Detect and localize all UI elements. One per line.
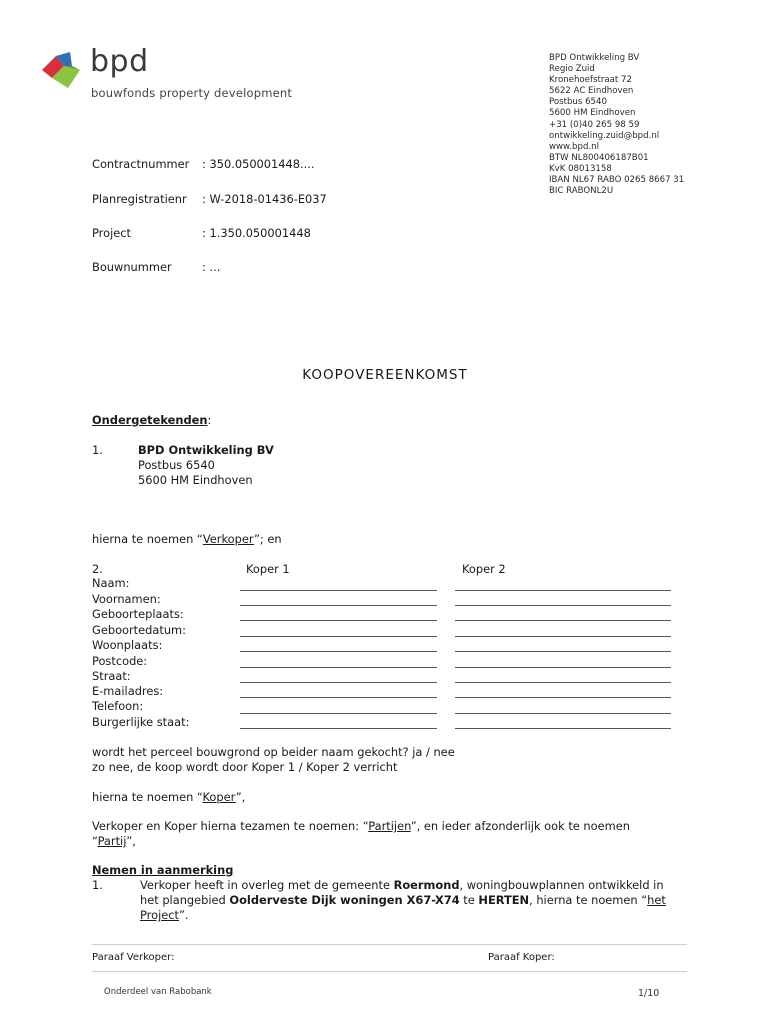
bpd-logo-mark — [40, 48, 84, 90]
project-term-part1: het — [647, 893, 666, 907]
meta-value: : W-2018-01436-E037 — [202, 192, 327, 206]
koper1-straat-blank[interactable] — [240, 682, 437, 683]
company-info-line: BIC RABONL2U — [549, 186, 614, 197]
koper1-telefoon-blank[interactable] — [240, 713, 437, 714]
koper-definition — [92, 790, 245, 805]
koper2-straat-blank[interactable] — [455, 682, 671, 683]
koper1-woonplaats-blank[interactable] — [240, 651, 437, 652]
meta-bouwnummer — [92, 260, 220, 274]
verkoper-post: ”; en — [254, 532, 282, 546]
meta-label: Contractnummer — [92, 157, 190, 171]
koper2-naam-blank[interactable] — [455, 590, 671, 591]
koper1-voornamen-blank[interactable] — [240, 605, 437, 606]
aanmerking-line1 — [140, 878, 664, 893]
partij-term: Partij — [97, 834, 127, 848]
company-info-line: Kronehoefstraat 72 — [549, 75, 632, 86]
meta-project — [92, 226, 311, 240]
koper2-burgerlijke-staat-blank[interactable] — [455, 728, 671, 729]
field-label-burgerlijke-staat: Burgerlijke staat: — [92, 715, 190, 729]
company-info-line: IBAN NL67 RABO 0265 8667 31 — [549, 175, 685, 186]
company-info-line: BTW NL800406187B01 — [549, 152, 649, 163]
paraaf-verkoper: Paraaf Verkoper: — [92, 952, 175, 963]
field-label-naam: Naam: — [92, 576, 130, 590]
plaats-name: HERTEN — [478, 893, 530, 907]
field-label-woonplaats: Woonplaats: — [92, 638, 163, 652]
party1-address-line2: 5600 HM Eindhoven — [138, 473, 253, 487]
company-info-line: KvK 08013158 — [549, 163, 612, 174]
koper2-voornamen-blank[interactable] — [455, 605, 671, 606]
verkoper-definition — [92, 532, 282, 547]
perceel-note: zo nee, de koop wordt door Koper 1 / Koper 2 verricht — [92, 760, 398, 774]
aanmerking-line3 — [140, 908, 189, 923]
field-label-geboortedatum: Geboortedatum: — [92, 623, 186, 637]
aanmerking-text: Verkoper heeft in overleg met de gemeente — [140, 878, 394, 892]
logo-wordmark: bpd — [90, 44, 149, 79]
aanmerking-text: , hierna te noemen “ — [529, 893, 648, 907]
aanmerking-line2 — [140, 893, 666, 908]
partijen-definition — [92, 819, 630, 834]
ondergetekenden-heading — [92, 413, 211, 428]
company-info — [549, 53, 684, 197]
koper2-woonplaats-blank[interactable] — [455, 651, 671, 652]
ondergetekenden-label: Ondergetekenden — [92, 413, 208, 427]
aanmerking-heading: Nemen in aanmerking — [92, 863, 234, 877]
company-info-line: www.bpd.nl — [549, 141, 599, 152]
meta-contractnummer — [92, 157, 315, 171]
koper2-column-header: Koper 2 — [462, 562, 506, 576]
footer-divider-top — [92, 944, 687, 945]
party1-number: 1. — [92, 443, 103, 457]
company-info-line: 5600 HM Eindhoven — [549, 108, 636, 119]
koper2-telefoon-blank[interactable] — [455, 713, 671, 714]
project-term-part2: Project — [140, 908, 179, 922]
field-label-straat: Straat: — [92, 669, 131, 683]
koper-post: ”, — [235, 790, 246, 804]
partijen-pre: Verkoper en Koper hierna tezamen te noemen: “ — [92, 819, 369, 833]
party1-name: BPD Ontwikkeling BV — [138, 443, 274, 457]
koper-pre: hierna te noemen “ — [92, 790, 203, 804]
meta-label: Project — [92, 226, 131, 240]
company-info-line: 5622 AC Eindhoven — [549, 86, 634, 97]
koper2-geboorteplaats-blank[interactable] — [455, 620, 671, 621]
ondergetekenden-colon: : — [207, 413, 212, 427]
company-info-line: BPD Ontwikkeling BV — [549, 53, 640, 63]
meta-value: : 350.050001448.... — [202, 157, 315, 171]
perceel-question: wordt het perceel bouwgrond op beider naam gekocht? ja / nee — [92, 745, 455, 759]
koper1-postcode-blank[interactable] — [240, 667, 437, 668]
meta-value: : ... — [202, 260, 221, 274]
page-number: 1/10 — [638, 988, 660, 999]
koper1-column-header: Koper 1 — [246, 562, 290, 576]
aanmerking-text: het plangebied — [140, 893, 230, 907]
company-info-line: +31 (0)40 265 98 59 — [549, 119, 640, 130]
koper1-geboortedatum-blank[interactable] — [240, 636, 437, 637]
aanmerking-text: te — [459, 893, 479, 907]
field-label-geboorteplaats: Geboorteplaats: — [92, 607, 184, 621]
verkoper-term: Verkoper — [202, 532, 255, 546]
meta-value: : 1.350.050001448 — [202, 226, 311, 240]
party1-address-line1: Postbus 6540 — [138, 458, 215, 472]
meta-label: Planregistratienr — [92, 192, 187, 206]
koper1-burgerlijke-staat-blank[interactable] — [240, 728, 437, 729]
onderdeel-van-rabobank: Onderdeel van Rabobank — [104, 987, 212, 997]
company-info-line: Postbus 6540 — [549, 97, 607, 108]
koper2-postcode-blank[interactable] — [455, 667, 671, 668]
aanmerking-number: 1. — [92, 878, 103, 892]
document-title: KOOPOVEREENKOMST — [302, 367, 468, 383]
koper1-geboorteplaats-blank[interactable] — [240, 620, 437, 621]
logo-subtitle: bouwfonds property development — [91, 86, 293, 100]
field-label-voornamen: Voornamen: — [92, 592, 161, 606]
aanmerking-text: , woningbouwplannen ontwikkeld in — [459, 878, 664, 892]
partijen-mid: ”, en ieder afzonderlijk ook te noemen — [410, 819, 630, 833]
koper2-emailadres-blank[interactable] — [455, 697, 671, 698]
meta-label: Bouwnummer — [92, 260, 172, 274]
partijen-term: Partijen — [368, 819, 411, 833]
partij-post: ”, — [126, 834, 136, 848]
plangebied-name: Oolderveste Dijk woningen X67-X74 — [229, 893, 460, 907]
paraaf-koper: Paraaf Koper: — [488, 952, 555, 963]
partij-open: “ — [92, 834, 98, 848]
party2-number: 2. — [92, 562, 103, 576]
koper1-emailadres-blank[interactable] — [240, 697, 437, 698]
company-info-line: ontwikkeling.zuid@bpd.nl — [549, 130, 660, 141]
partij-definition — [92, 834, 136, 849]
koper2-geboortedatum-blank[interactable] — [455, 636, 671, 637]
verkoper-pre: hierna te noemen “ — [92, 532, 203, 546]
field-label-postcode: Postcode: — [92, 654, 148, 668]
footer-divider-bottom — [92, 971, 687, 972]
field-label-emailadres: E-mailadres: — [92, 684, 164, 698]
company-info-line: Regio Zuid — [549, 64, 595, 75]
koper1-naam-blank[interactable] — [240, 590, 437, 591]
meta-planregistratienr — [92, 192, 327, 206]
aanmerking-text: ”. — [178, 908, 189, 922]
gemeente-name: Roermond — [393, 878, 460, 892]
koper-term: Koper — [202, 790, 236, 804]
field-label-telefoon: Telefoon: — [92, 699, 144, 713]
